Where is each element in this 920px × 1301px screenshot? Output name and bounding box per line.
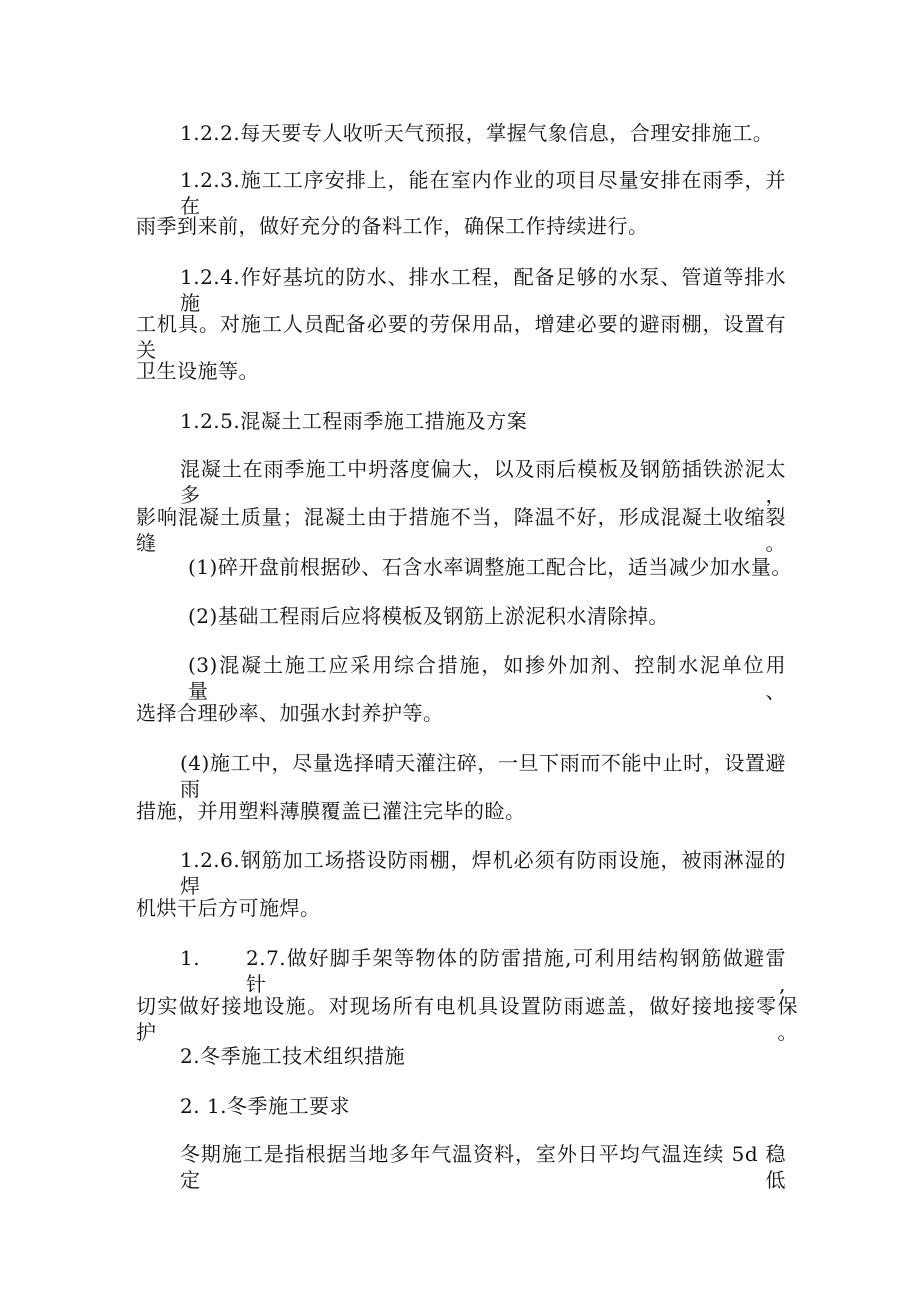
- section-heading-1-2-5: 1.2.5.混凝土工程雨季施工措施及方案: [180, 409, 528, 433]
- text-line-1-2-4: 1.2.4.作好基坑的防水、排水工程，配备足够的水泵、管道等排水施: [180, 265, 786, 315]
- text-line-1-2-4-cont: 工机具。对施工人员配备必要的劳保用品，增建必要的避雨棚，设置有关: [136, 312, 786, 362]
- section-heading-2: 2.冬季施工技术组织措施: [180, 1044, 406, 1068]
- text-line-concrete-intro: 混凝土在雨季施工中坍落度偏大，以及雨后模板及钢筋插铁淤泥太多，: [180, 457, 786, 507]
- text-line-1-2-3: 1.2.3.施工工序安排上，能在室内作业的项目尽量安排在雨季，并在: [180, 168, 786, 218]
- list-item-2: (2)基础工程雨后应将模板及钢筋上淤泥积水清除掉。: [188, 604, 669, 628]
- text-line-1-2-4-end: 卫生设施等。: [136, 359, 259, 383]
- text-line-1-2-7-cont: 切实做好接地设施。对现场所有电机具设置防雨遮盖，做好接地接零保护。: [136, 994, 798, 1044]
- text-line-1-2-2: 1.2.2.每天要专人收听天气预报，掌握气象信息，合理安排施工。: [180, 121, 774, 145]
- text-line-1-2-7-number: 1.: [180, 946, 201, 970]
- list-item-3-cont: 选择合理砂率、加强水封养护等。: [136, 701, 444, 725]
- text-line-1-2-6: 1.2.6.钢筋加工场搭设防雨棚，焊机必须有防雨设施，被雨淋湿的焊: [180, 848, 786, 898]
- text-line-winter-intro: 冬期施工是指根据当地多年气温资料，室外日平均气温连续 5d 稳定低: [180, 1142, 786, 1192]
- list-item-3: (3)混凝土施工应采用综合措施，如掺外加剂、控制水泥单位用量、: [188, 653, 786, 703]
- text-line-1-2-7: 2.7.做好脚手架等物体的防雷措施,可利用结构钢筋做避雷针,: [246, 946, 786, 996]
- section-heading-2-1: 2. 1.冬季施工要求: [180, 1094, 351, 1118]
- list-item-4-cont: 措施，并用塑料薄膜覆盖已灌注完毕的睑。: [136, 799, 526, 823]
- list-item-1: (1)碎开盘前根据砂、石含水率调整施工配合比，适当减少加水量。: [188, 555, 792, 579]
- list-item-4: (4)施工中，尽量选择晴天灌注碎，一旦下雨而不能中止时，设置避雨: [180, 751, 786, 801]
- text-line-1-2-3-cont: 雨季到来前，做好充分的备料工作，确保工作持续进行。: [136, 214, 649, 238]
- text-line-concrete-intro-cont: 影响混凝土质量；混凝土由于措施不当，降温不好，形成混凝土收缩裂缝。: [136, 505, 786, 555]
- text-line-1-2-6-cont: 机烘干后方可施焊。: [136, 896, 321, 920]
